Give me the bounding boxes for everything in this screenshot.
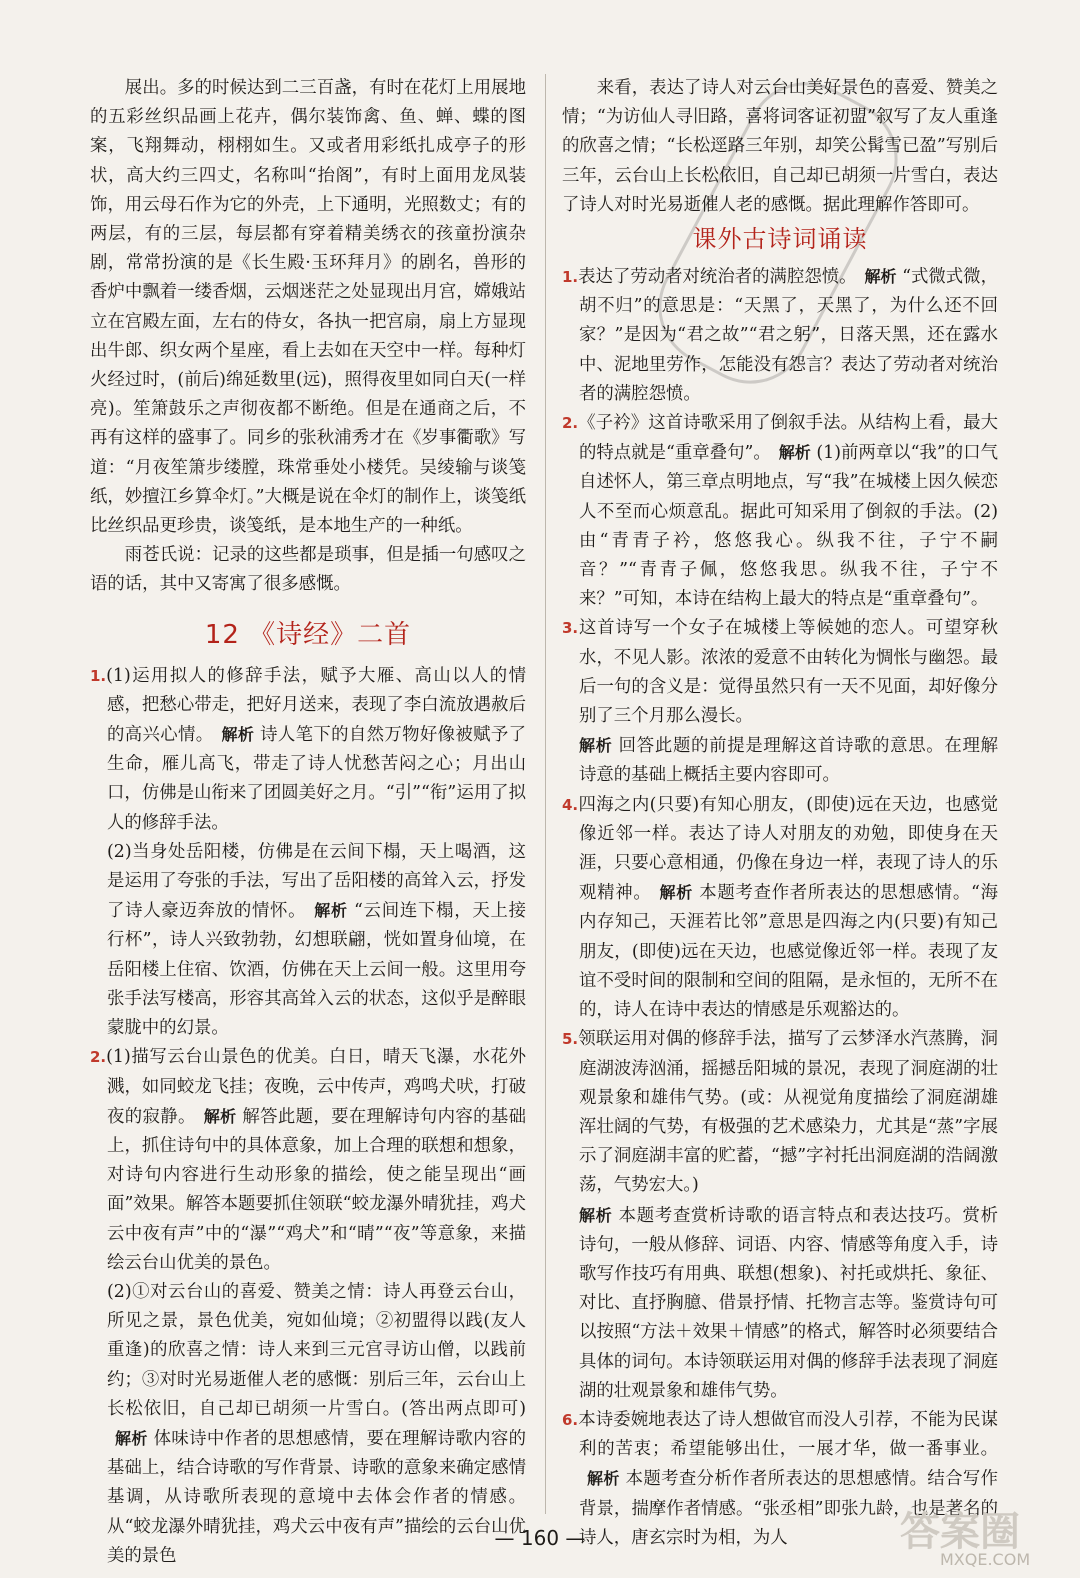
analysis-text: (1)前两章以“我”的口气自述怀人，第三章点明地点，写“我”在城楼上因久候恋人不至而心烦意乱。据此可知采用了倒叙的手法。(2)由“青青子衿，悠悠我心。纵我不往，子宁不嗣音？”“青青子佩，悠悠我思。纵我不往，子宁不来？”可知，本诗在结构上最大的特点是“重章叠句”。 (579, 443, 998, 610)
analysis-label: 解析 (314, 901, 348, 921)
analysis-text: “式微式微，胡不归”的意思是：“天黑了，天黑了，为什么还不回家？”是因为“君之故”“君之躬”，日落天黑，还在露水中、泥地里劳作，怎能没有怨言？表达了劳动者对统治者的满腔怨愤。 (579, 267, 998, 404)
answer-text: 本诗委婉地表达了诗人想做官而没人引荐，不能为民谋利的苦衷；希望能够出仕，一展才华，做一番事业。 (578, 1409, 998, 1460)
analysis-text: 诗人笔下的自然万物好像被赋予了生命，雁儿高飞，带走了诗人忧愁苦闷之心；月出山口，仿佛是山衔来了团圆美好之月。“引”“衔”运用了拟人的修辞手法。 (107, 725, 526, 833)
analysis-label: 解析 (659, 883, 693, 903)
answer-item-1 (90, 662, 526, 838)
analysis-label: 解析 (115, 1428, 148, 1448)
left-column (90, 74, 526, 1571)
continued-analysis: 来看，表达了诗人对云台山美好景色的喜爱、赞美之情；“为访仙人寻旧路，喜将词客证初盟”叙写了友人重逢的欣喜之情；“长松逕路三年别，却笑公髯雪已盈”写别后三年，云台山上长松依旧，自己却已胡须一片雪白，表达了诗人对时光易逝催人老的感慨。据此理解作答即可。 (562, 78, 998, 215)
analysis-text: “云间连下榻，天上接行杯”，诗人兴致勃勃，幻想联翩，恍如置身仙境，在岳阳楼上住宿、饮酒，仿佛在天上云间一般。这里用夸张手法写楼高，形容其高耸入云的状态，这似乎是醉眼蒙胧中的幻景。 (107, 901, 526, 1039)
item-number: 5. (562, 1030, 579, 1049)
analysis-label: 解析 (203, 1106, 237, 1126)
item-number: 1. (562, 268, 579, 287)
site-watermark (900, 1500, 1065, 1572)
page-number: — 160 — (494, 1526, 586, 1550)
watermark-url: MXQE.COM (940, 1550, 1031, 1569)
analysis-text: 体味诗中作者的思想感情，要在理解诗歌内容的基础上，结合诗歌的写作背景、诗歌的意象来确定感情基调，从诗歌所表现的意境中去体会作者的情感。从“蛟龙瀑外晴犹挂，鸡犬云中夜有声”描绘的云台山优美的景色 (107, 1428, 526, 1566)
column-divider (545, 74, 546, 1514)
section-title-shijing: 12 《诗经》二首 (204, 619, 412, 650)
watermark-text: 答案圈 (900, 1509, 1020, 1555)
answer-item-r4 (562, 791, 998, 1026)
item-number: 3. (562, 619, 579, 638)
answer-item-r5 (562, 1025, 998, 1200)
item-number: 6. (562, 1410, 579, 1429)
answer-item-r2 (562, 409, 998, 614)
section-title-extracurricular: 课外古诗词诵读 (692, 225, 868, 254)
answer-text: (1)运用拟人的修辞手法，赋予大雁、高山以人的情感，把愁心带走，把好月送来，表现了李白流放遇赦后的高兴心情。 (106, 665, 526, 746)
analysis-label: 解析 (778, 443, 811, 463)
analysis-label: 解析 (579, 1205, 613, 1225)
item-number: 4. (562, 795, 579, 814)
answer-text: (2)①对云台山的喜爱、赞美之情：诗人再登云台山，所见之景，景色优美，宛如仙境；②初盟得以践(友人重逢)的欣喜之情：诗人来到三元宫寻访山僧，以践前约；③对时光易逝催人老的感慨：别后三年，云台山上长松依旧，自己却已胡须一片雪白。(答出两点即可) (107, 1281, 526, 1419)
analysis-text: 本题考查作者所表达的思想感情。“海内存知己，天涯若比邻”意思是四海之内(只要)有知己朋友，(即使)远在天边，也感觉像近邻一样。表现了友谊不受时间的限制和空间的阻隔，是永恒的，无所不在的，诗人在诗中表达的情感是乐观豁达的。 (579, 883, 998, 1021)
analysis-text: 本题考查赏析诗歌的语言特点和表达技巧。赏析诗句，一般从修辞、词语、内容、情感等角度入手，诗歌写作技巧有用典、联想(想象)、衬托或烘托、象征、对比、直抒胸臆、借景抒情、托物言志等。鉴赏诗句可以按照“方法＋效果＋情感”的格式，解答时必须要结合具体的词句。本诗领联运用对偶的修辞手法表现了洞庭湖的壮观景象和雄伟气势。 (579, 1205, 998, 1401)
answer-text: 《子衿》这首诗歌采用了倒叙手法。从结构上看，最大的特点就是“重章叠句”。 (578, 413, 998, 464)
answer-item-2 (90, 1043, 526, 1278)
answer-text: (2)当身处岳阳楼，仿佛是在云间下榻，天上喝酒，这是运用了夸张的手法，写出了岳阳楼的高耸入云，抒发了诗人豪迈奔放的情怀。 (107, 841, 526, 922)
analysis-text: 回答此题的前提是理解这首诗歌的意思。在理解诗意的基础上概括主要内容即可。 (579, 736, 998, 786)
answer-text: (1)描写云台山景色的优美。白日，晴天飞瀑，水花外溅，如同蛟龙飞挂；夜晚，云中传声，鸡鸣犬吠，打破夜的寂静。 (106, 1047, 526, 1127)
analysis-label: 解析 (221, 725, 255, 745)
analysis-text: 解答此题，要在理解诗句内容的基础上，抓住诗句中的具体意象，加上合理的联想和想象，对诗句内容进行生动形象的描绘，使之能呈现出“画面”效果。解答本题要抓住领联“蛟龙瀑外晴犹挂，鸡犬云中夜有声”中的“瀑”“鸡犬”和“晴”“夜”等意象，来描绘云台山优美的景色。 (107, 1106, 526, 1273)
item-number: 2. (562, 414, 579, 433)
answer-text: 表达了劳动者对统治者的满腔怨愤。 (578, 267, 857, 288)
closing-paragraph: 雨苍氏说：记录的这些都是琐事，但是插一句感叹之语的话，其中又寄寓了很多感慨。 (90, 545, 526, 595)
analysis-label: 解析 (587, 1469, 620, 1489)
answer-item-r1 (562, 262, 998, 409)
answer-text: 领联运用对偶的修辞手法，描写了云梦泽水汽蒸腾，洞庭湖波涛汹涌，摇撼岳阳城的景况，表现了洞庭湖的壮观景象和雄伟气势。(或：从视觉角度描绘了洞庭湖雄浑壮阔的气势，有极强的艺术感染力，尤其是“蒸”字展示了洞庭湖丰富的贮蓄，“撼”字衬托出洞庭湖的浩阔激荡，气势宏大。) (578, 1029, 998, 1196)
analysis-text: 本题考查分析作者所表达的思想感情。结合写作背景，揣摩作者情感。“张丞相”即张九龄，也是著名的诗人，唐玄宗时为相，为人 (579, 1469, 998, 1548)
analysis-r3 (562, 731, 998, 790)
translation-paragraph: 展出。多的时候达到二三百盏，有时在花灯上用展地的五彩丝织品画上花卉，偶尔装饰禽、鱼、蝉、蝶的图案，飞翔舞动，栩栩如生。又或者用彩纸扎成亭子的形状，高大约三四丈，名称叫“抬阁”，有时上面用龙凤装饰，用云母石作为它的外壳，上下通明，光照数丈；有的两层，有的三层，每层都有穿着精美绣衣的孩童扮演杂剧，常常扮演的是《长生殿·玉环拜月》的剧名，兽形的香炉中飘着一缕香烟，云烟迷茫之处显现出月宫，嫦娥站立在宫殿左面，左右的侍女，各执一把宫扇，扇上方显现出牛郎、织女两个星座，看上去如在天空中一样。每种灯火经过时，(前后)绵延数里(远)，照得夜里如同白天(一样亮)。笙箫鼓乐之声彻夜都不断绝。但是在通商之后，不再有这样的盛事了。同乡的张秋浦秀才在《岁事衢歌》写道：“月夜笙箫步缕膛，珠常垂处小楼凭。吴绫输与谈笺纸，妙擅江乡算伞灯。”大概是说在伞灯的制作上，谈笺纸比丝织品更珍贵，谈笺纸，是本地生产的一种纸。 (90, 78, 526, 537)
answer-item-1-part-2 (90, 838, 526, 1043)
answer-text: 四海之内(只要)有知心朋友，(即使)远在天边，也感觉像近邻一样。表达了诗人对朋友的劝勉，即使身在天涯，只要心意相通，仍像在身边一样，表现了诗人的乐观精神。 (578, 794, 998, 904)
right-column (562, 74, 998, 1553)
item-number: 2. (90, 1048, 107, 1067)
item-number: 1. (90, 666, 107, 685)
answer-item-r3 (562, 614, 998, 731)
analysis-label: 解析 (579, 736, 613, 756)
analysis-r5 (562, 1201, 998, 1406)
answer-text: 这首诗写一个女子在城楼上等候她的恋人。可望穿秋水，不见人影。浓浓的爱意不由转化为惆怅与幽怨。最后一句的含义是：觉得虽然只有一天不见面，却好像分别了三个月那么漫长。 (578, 618, 998, 727)
analysis-label: 解析 (864, 267, 897, 287)
